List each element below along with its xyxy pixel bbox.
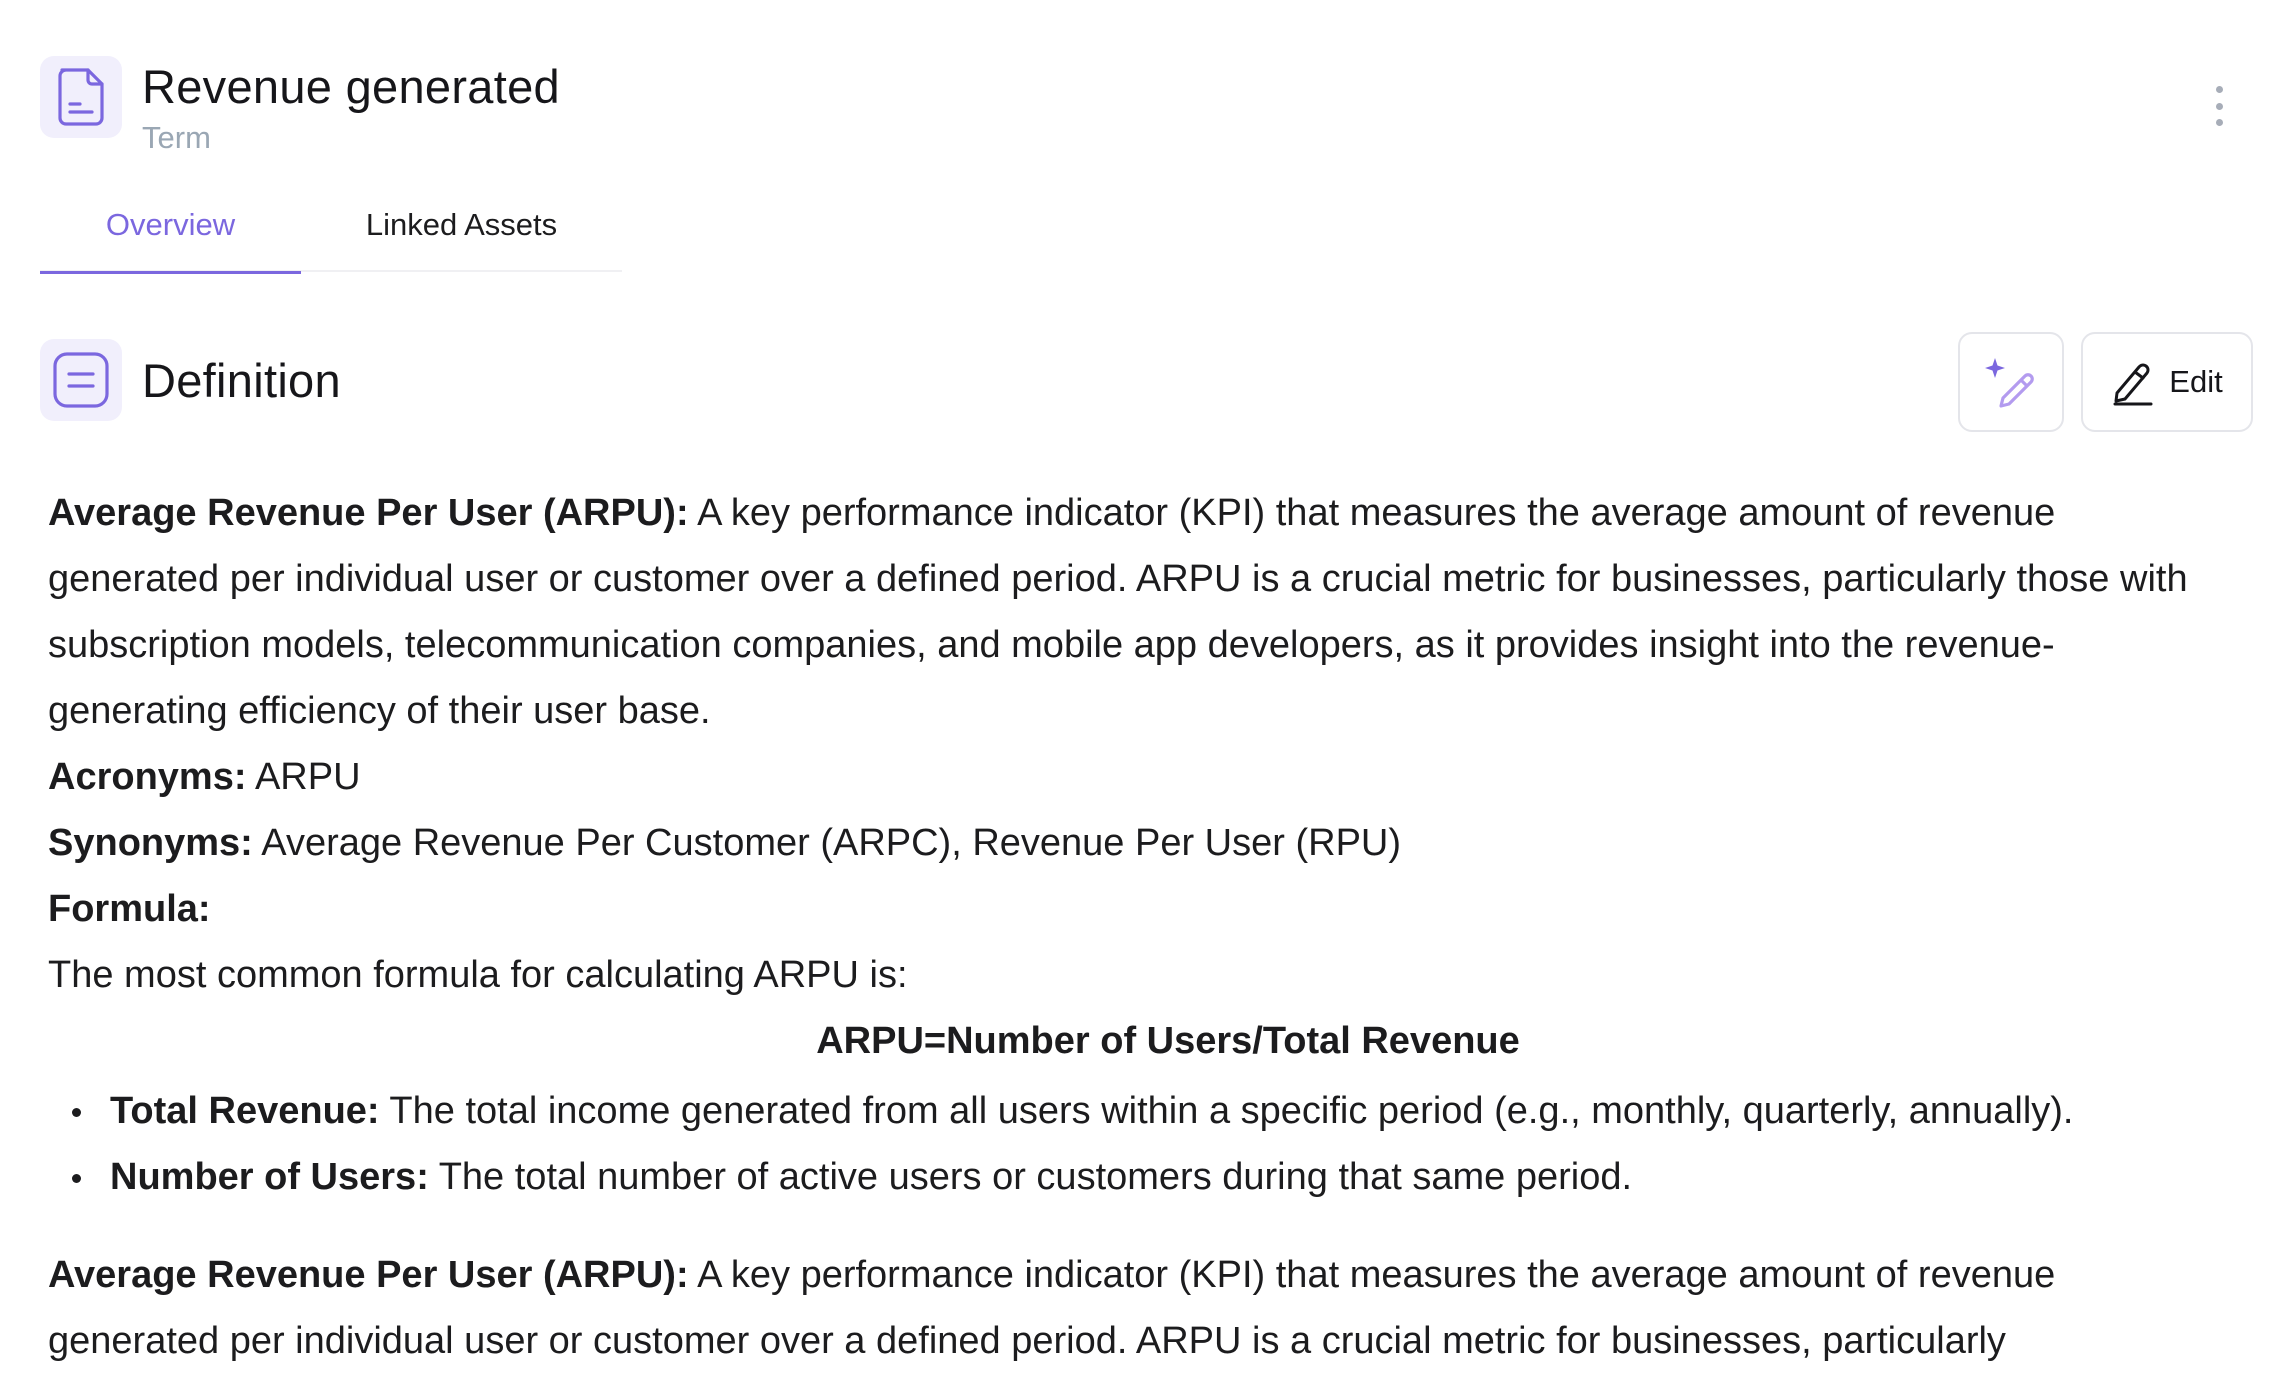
list-item <box>62 1144 2248 1210</box>
section-title: Definition <box>142 353 341 407</box>
bullet-label: Total Revenue: <box>110 1090 380 1132</box>
definition-paragraph-repeat <box>48 1242 2228 1374</box>
arpu-term-label: Average Revenue Per User (ARPU): <box>48 492 689 534</box>
definition-content <box>48 480 2248 1374</box>
formula-intro: The most common formula for calculating ARPU is: <box>48 954 908 996</box>
more-options-icon[interactable] <box>2209 86 2229 126</box>
magic-pen-icon <box>1983 354 2039 410</box>
bullet-text: The total income generated from all users within a specific period (e.g., monthly, quarterly, annually). <box>379 1090 2074 1132</box>
arpu-definition-text: A key performance indicator (KPI) that measures the average amount of revenue generated per individual user or customer over a defined period. ARPU is a crucial metric for businesses, particularly <box>48 1254 2056 1362</box>
definition-header <box>40 339 341 421</box>
page-title: Revenue generated <box>142 60 560 113</box>
bullet-label: Number of Users: <box>110 1156 429 1198</box>
synonyms-label: Synonyms: <box>48 822 253 864</box>
acronyms-row <box>48 744 2248 810</box>
term-document-icon <box>40 56 122 138</box>
edit-button-label: Edit <box>2169 364 2223 399</box>
arpu-term-label: Average Revenue Per User (ARPU): <box>48 1254 689 1296</box>
ai-suggest-button[interactable] <box>1958 332 2064 432</box>
edit-button[interactable] <box>2081 332 2253 432</box>
formula-variables-list <box>62 1078 2248 1210</box>
tab-overview[interactable]: Overview <box>40 178 301 272</box>
synonyms-row <box>48 810 2248 876</box>
asset-type-label: Term <box>142 120 211 155</box>
formula-expression: ARPU=Number of Users/Total Revenue <box>816 1020 1520 1062</box>
tab-linked-assets[interactable]: Linked Assets <box>365 207 558 242</box>
list-item <box>62 1078 2248 1144</box>
bullet-text: The total number of active users or customers during that same period. <box>428 1156 1633 1198</box>
formula-label: Formula: <box>48 888 211 930</box>
tab-bar <box>40 178 622 272</box>
term-header <box>40 56 560 158</box>
synonyms-value: Average Revenue Per Customer (ARPC), Revenue Per User (RPU) <box>252 822 1402 864</box>
pencil-icon <box>2111 359 2155 405</box>
definition-paragraph <box>48 480 2228 744</box>
acronyms-value: ARPU <box>246 756 361 798</box>
arpu-definition-text: A key performance indicator (KPI) that measures the average amount of revenue generated per individual user or customer over a defined period. ARPU is a crucial metric for businesses, particularly those with subscription models, telecommunication companies, and mobile app developers, as it provides insight into the revenue-generating efficiency of their user base. <box>48 492 2188 732</box>
definition-icon <box>40 339 122 421</box>
acronyms-label: Acronyms: <box>48 756 247 798</box>
